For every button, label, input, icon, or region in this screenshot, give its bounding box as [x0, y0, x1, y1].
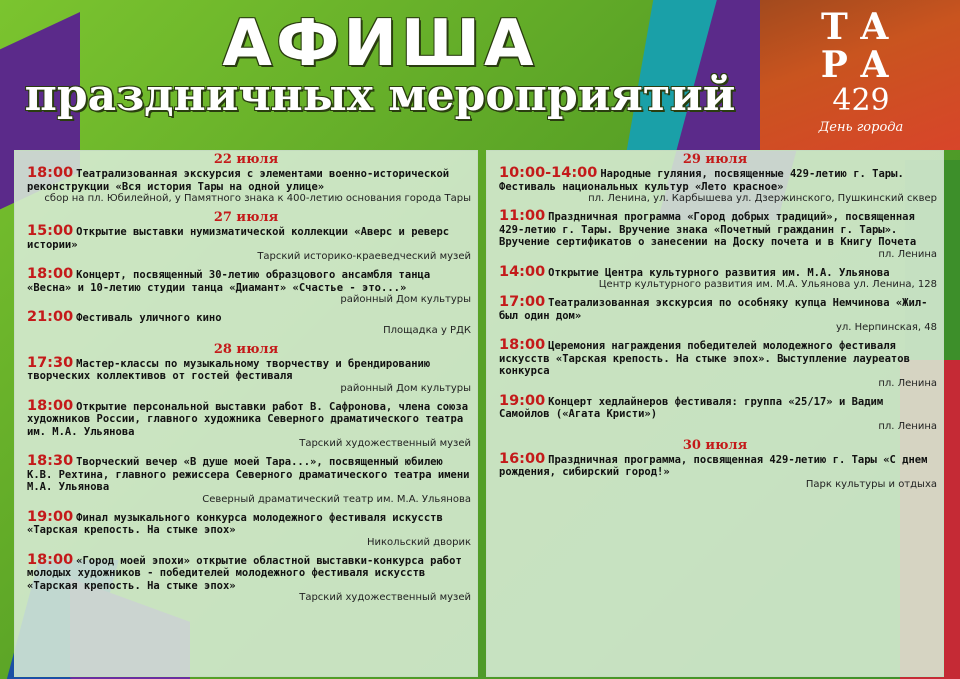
- event-description: [27, 268, 471, 294]
- day-heading: 22 июля: [213, 152, 279, 167]
- event-text: Творческий вечер «В душе моей Тара...», посвященный юбилею К.В. Рехтина, главного режиссера Северного драматического театра имени М.А. Ульянова: [27, 456, 470, 493]
- event-description: [499, 210, 937, 249]
- event-item: [27, 311, 471, 337]
- event-time: 17:30: [27, 354, 74, 371]
- event-item: [27, 551, 471, 605]
- event-time: 19:00: [27, 508, 74, 525]
- event-text: Церемония награждения победителей молодежного фестиваля искусств «Тарская крепость. На стыке эпох». Выступление лауреатов конкурса: [499, 340, 910, 377]
- event-time: 21:00: [27, 309, 74, 325]
- event-text: Театрализованная экскурсия с элементами военно-исторической реконструкции «Вся история Тары на одной улице»: [27, 168, 450, 193]
- event-location: Тарский художественный музей: [299, 438, 471, 449]
- event-location: Тарский художественный музей: [299, 592, 471, 603]
- event-item: [499, 167, 937, 205]
- event-location: пл. Ленина: [878, 377, 937, 389]
- event-location: пл. Ленина: [878, 420, 937, 432]
- day-heading: 27 июля: [213, 210, 279, 225]
- badge-line-2: РА: [820, 44, 902, 86]
- event-description: [499, 392, 937, 421]
- event-item: [27, 225, 471, 263]
- event-location: районный Дом культуры: [340, 382, 471, 394]
- badge-number: 429: [832, 83, 890, 118]
- event-description: [499, 167, 937, 193]
- event-text: Открытие персональной выставки работ В. Сафронова, члена союза художников России, главного художника Северного драматического театра им. М.А. Ульянова: [27, 400, 469, 438]
- event-item: [499, 392, 937, 433]
- event-item: [27, 508, 471, 549]
- event-description: [499, 450, 937, 479]
- event-item: [499, 296, 937, 334]
- event-time: 18:00: [27, 266, 74, 282]
- event-time: 18:00: [499, 337, 546, 353]
- event-text: Финал музыкального конкурса молодежного фестиваля искусств «Тарская крепость. На стыке эпох»: [27, 511, 443, 536]
- event-description: [27, 225, 471, 251]
- event-location: пл. Ленина, ул. Карбышева ул. Дзержинского, Пушкинский сквер: [588, 193, 937, 204]
- event-item: [27, 167, 471, 205]
- event-item: [27, 268, 471, 306]
- event-item: [27, 354, 471, 395]
- event-text: Праздничная программа «Город добрых традиций», посвященная 429-летию г. Тары. Вручение знака «Почетный гражданин г. Тары». Вручение сертификатов о занесении на Доску почета и в Книгу Почета: [499, 211, 917, 248]
- event-text: Мастер-классы по музыкальному творчеству и брендированию творческих коллективов от гостей фестиваля: [27, 357, 431, 382]
- event-item: [499, 210, 937, 261]
- event-description: [499, 339, 937, 378]
- event-description: [27, 167, 471, 193]
- event-time: 18:00: [27, 397, 74, 414]
- event-location: Никольский дворик: [367, 536, 471, 548]
- event-text: Открытие выставки нумизматической коллекции «Аверс и реверс истории»: [27, 226, 450, 251]
- badge-caption: День города: [818, 120, 904, 135]
- event-location: ул. Нерпинская, 48: [835, 322, 937, 333]
- event-description: [27, 397, 471, 439]
- event-location: пл. Ленина: [878, 248, 937, 260]
- event-location: районный Дом культуры: [340, 294, 471, 305]
- event-description: [27, 354, 471, 383]
- event-location: сбор на пл. Юбилейной, у Памятного знака к 400-летию основания города Тары: [44, 193, 471, 204]
- event-text: Народные гуляния, посвященные 429-летию г. Тары. Фестиваль национальных культур «Лето красное»: [499, 168, 904, 193]
- event-time: 18:00: [27, 165, 74, 181]
- event-item: [27, 455, 471, 506]
- event-time: 15:00: [27, 223, 74, 239]
- schedule-panel-right: [486, 150, 944, 677]
- event-item: [27, 397, 471, 451]
- city-day-badge: [762, 8, 960, 150]
- event-item: [499, 339, 937, 390]
- title-sub: праздничных мероприятий: [24, 70, 736, 121]
- event-time: 16:00: [499, 450, 546, 467]
- event-description: [27, 508, 471, 537]
- event-location: Площадка у РДК: [383, 324, 471, 336]
- event-description: [27, 455, 471, 494]
- day-heading: 30 июля: [682, 437, 748, 453]
- event-description: [499, 296, 937, 322]
- event-location: Парк культуры и отдыха: [805, 478, 937, 490]
- day-heading: 29 июля: [682, 152, 748, 167]
- event-time: 10:00-14:00: [499, 165, 598, 181]
- event-text: Праздничная программа, посвященная 429-летию г. Тары «С днем рождения, сибирский город!»: [499, 453, 928, 478]
- event-time: 18:30: [27, 453, 74, 469]
- event-text: Открытие Центра культурного развития им. М.А. Ульянова: [548, 266, 890, 279]
- event-time: 17:00: [499, 294, 546, 310]
- schedule-panel-left: [14, 150, 478, 677]
- event-description: [27, 311, 471, 325]
- event-time: 11:00: [499, 208, 546, 224]
- event-location: Центр культурного развития им. М.А. Ульянова ул. Ленина, 128: [598, 279, 937, 290]
- event-text: «Город моей эпохи» открытие областной выставки-конкурса работ молодых художников - победителей молодежного фестиваля искусств «Тарская крепость. На стыке эпох»: [27, 554, 462, 592]
- event-location: Тарский историко-краеведческий музей: [257, 251, 471, 262]
- event-time: 18:00: [27, 551, 74, 568]
- event-location: Северный драматический театр им. М.А. Ульянова: [202, 493, 471, 505]
- event-text: Концерт хедлайнеров фестиваля: группа «25/17» и Вадим Самойлов («Агата Кристи»): [499, 395, 884, 420]
- event-text: Концерт, посвященный 30-летию образцового ансамбля танца «Весна» и 10-летию студии танца «Диамант» «Счастье - это...»: [27, 269, 431, 294]
- event-text: Фестиваль уличного кино: [76, 312, 222, 324]
- page-title: [0, 4, 760, 121]
- event-time: 19:00: [499, 392, 546, 409]
- event-description: [27, 551, 471, 593]
- event-item: [499, 450, 937, 491]
- event-item: [499, 263, 937, 292]
- badge-line-1: ТА: [820, 6, 902, 48]
- event-text: Театрализованная экскурсия по особняку купца Немчинова «Жил-был один дом»: [499, 297, 928, 322]
- day-heading: 28 июля: [213, 341, 279, 357]
- title-main: АФИША: [222, 7, 538, 81]
- event-description: [499, 263, 937, 280]
- event-time: 14:00: [499, 263, 546, 280]
